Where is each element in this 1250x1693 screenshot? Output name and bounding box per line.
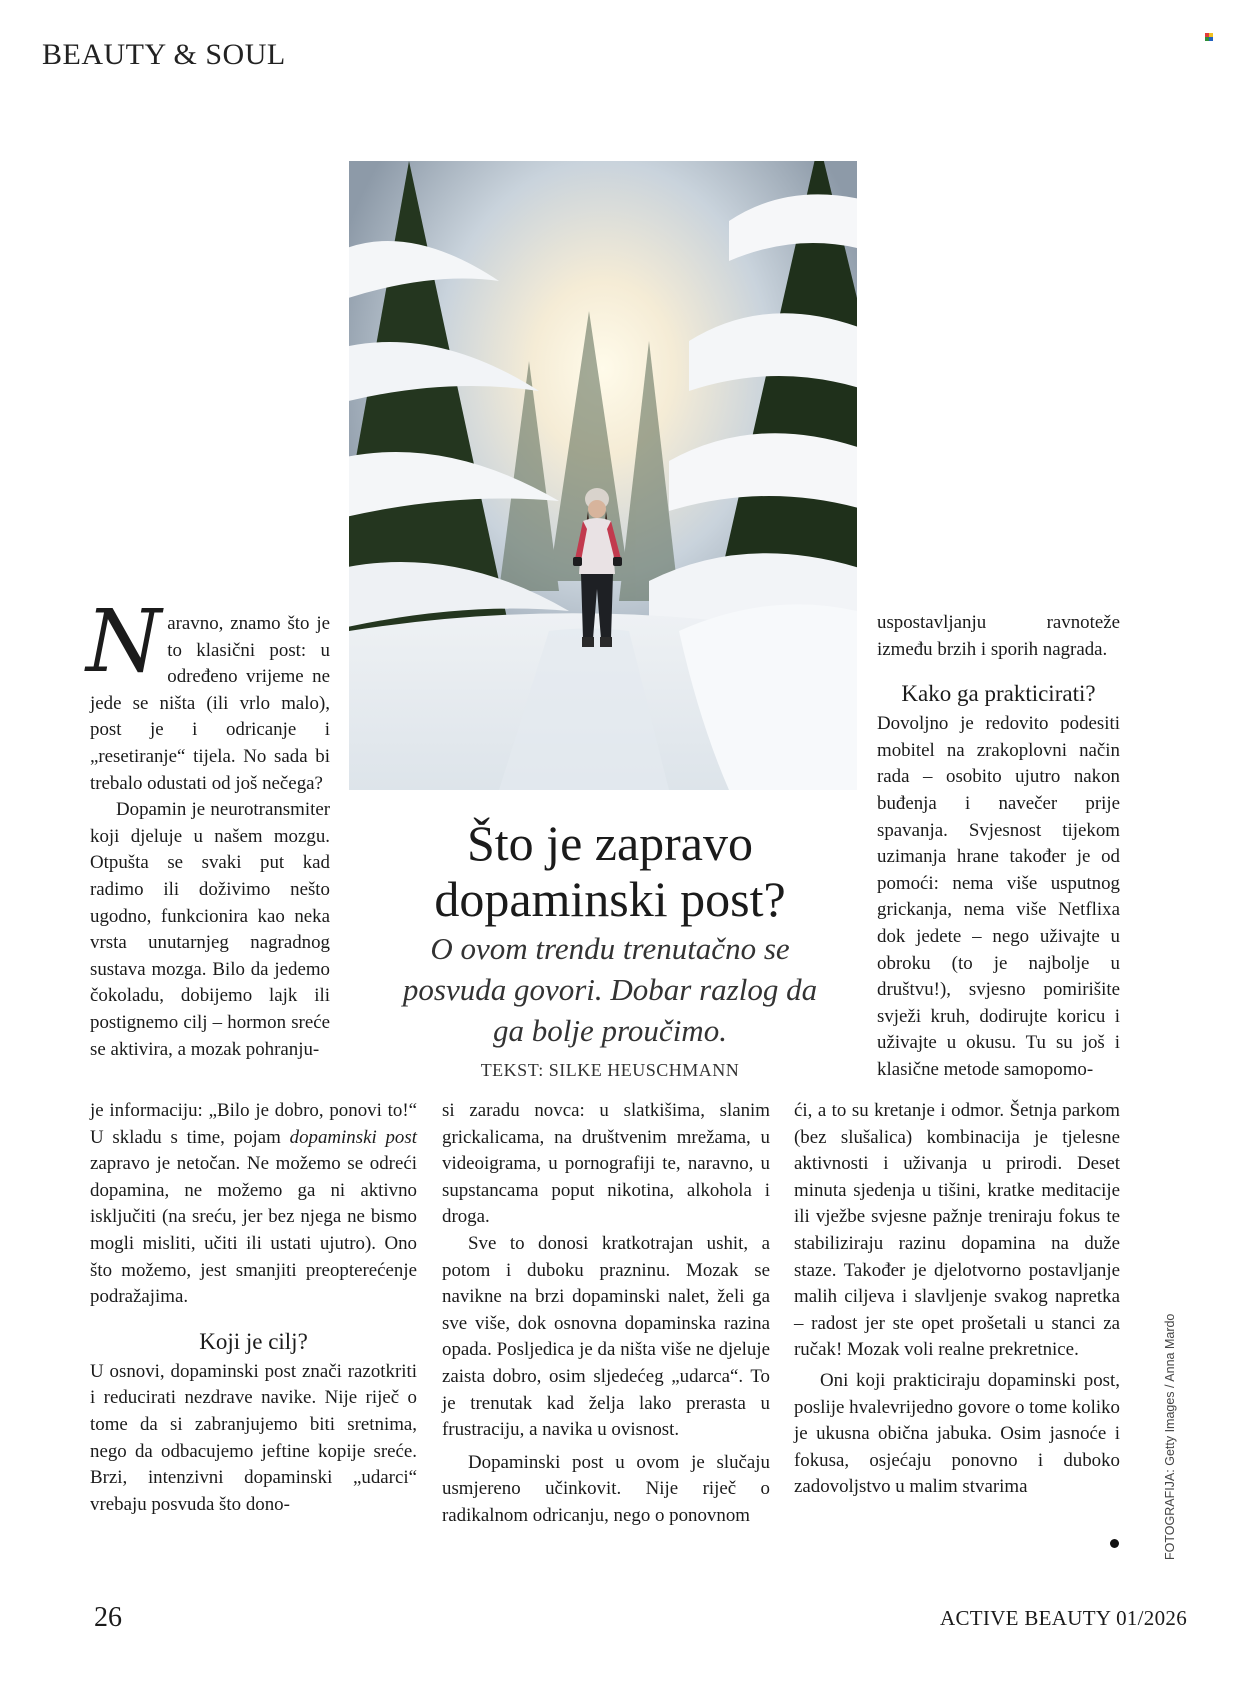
- corner-color-mark: [1205, 33, 1213, 41]
- drop-cap: N: [86, 592, 162, 692]
- body-paragraph: Dovoljno je redovito podesiti mobitel na zrakoplovni način rada – osobito ujutro nakon buđenja i navečer prije spavanja. Svjesnost tijekom uzimanja hrane također je od pomoći: nema više usputnog grickanja, nema više Netflixa dok jedete – nego uživajte u obroku (to je najbolje u društvu!), svjesno pomirišite svježi kruh, dodirujte koricu i uživajte u okusu. Tu su još i klasične metode samopomo-: [877, 713, 1120, 1080]
- column-3-lower: [794, 1098, 1120, 1501]
- intro-text: aravno, znamo što je to klasični post: u određeno vrijeme ne jede se ništa (ili vrlo malo), post je i odricanje i „resetiranje“ tijela. No sada bi trebalo odustati od još nečega?: [90, 613, 330, 794]
- end-of-article-dot: [1110, 1539, 1119, 1548]
- photo-credit: FOTOGRAFIJA: Getty Images / Anna Mardo: [1163, 1313, 1177, 1560]
- issue-label: ACTIVE BEAUTY 01/2026: [940, 1606, 1187, 1630]
- body-text: zapravo je netočan. Ne možemo se odreći dopamina, ne možemo ga ni aktivno isključiti (na sreću, jer bez njega ne bismo mogli misliti, učiti ili ustati ujutro). Ono što možemo, jest smanjiti preopterećenje podražajima.: [90, 1153, 417, 1308]
- body-paragraph: Dopaminski post u ovom je slučaju usmjereno učinkovit. Nije riječ o radikalnom odricanju, nego o ponovnom: [442, 1451, 770, 1526]
- body-paragraph: U osnovi, dopaminski post znači razotkriti i reducirati nezdrave navike. Nije riječ o tome da si zabranjujemo biti sretnima, nego da odbacujemo jeftine kopije sreće. Brzi, intenzivni dopaminski „udarci“ vrebaju posvuda što dono-: [90, 1360, 417, 1515]
- body-paragraph: Sve to donosi kratkotrajan ushit, a potom i duboku prazninu. Mozak se navikne na brzi dopaminski nalet, želi ga sve više, dok osnovna dopaminska razina opada. Posljedica je da ništa više ne djeluje zaista dobro, osim sljedećeg „udarca“. To je trenutak kad želja lako prerasta u frustraciju, a navika u ovisnost.: [442, 1232, 770, 1441]
- body-text: je informaciju: „Bilo je dobro, ponovi to!“ U skladu s time, pojam: [90, 1100, 417, 1148]
- hero-photo: [349, 161, 857, 790]
- column-1-lower: [90, 1098, 417, 1518]
- subheading: Koji je cilj?: [199, 1328, 308, 1354]
- byline: TEKST: SILKE HEUSCHMANN: [480, 1060, 740, 1080]
- snowy-forest-illustration: [349, 161, 857, 790]
- title-line: dopaminski post?: [434, 871, 786, 927]
- subheading: Kako ga prakticirati?: [901, 681, 1096, 707]
- body-paragraph: Dopamin je neurotransmiter koji djeluje u našem mozgu. Otpušta se svaki put kad radimo ili doživimo nešto ugodno, funkcionira kao neka vrsta unutarnjeg nagradnog sustava mozga. Bilo da jedemo čokoladu, dobijemo lajk ili postignemo cilj – hormon sreće se aktivira, a mozak pohranju-: [90, 799, 330, 1060]
- column-3-upper: [877, 610, 1120, 1084]
- body-paragraph: si zaradu novca: u slatkišima, slanim grickalicama, na društvenim mrežama, u videoigrama, u pornografiji te, naravno, u supstancama poput nikotina, alkohola i droga.: [442, 1100, 770, 1228]
- intro-paragraph: [86, 592, 330, 797]
- body-paragraph: [90, 1098, 417, 1311]
- page-number: 26: [94, 1602, 122, 1633]
- emphasis-text: dopaminski post: [289, 1126, 417, 1148]
- body-paragraph: ći, a to su kretanje i odmor. Šetnja parkom (bez slušalica) kombinacija je tjelesne aktivnosti i uživanja u prirodi. Deset minuta sjedenja u tišini, kratke meditacije ili vježbe svjesne pažnje treniraju fokus te stabiliziraju razinu dopamina na duže staze. Također je djelotvorno postavljanje malih ciljeva i slavljenje svakog napretka – radost jer ste opet prošetali u stanci za ručak! Mozak voli realne prekretnice.: [794, 1100, 1120, 1361]
- column-2: [442, 1098, 770, 1530]
- body-paragraph: uspostavljanju ravnoteže između brzih i sporih nagrada.: [877, 612, 1120, 660]
- article-title: [385, 815, 835, 927]
- body-paragraph: Oni koji prakticiraju dopaminski post, poslije hvalevrijedno govore o tome koliko je ukusna obična jabuka. Osim jasnoće i fokusa, osjećaju ponovno i duboko zadovoljstvo u malim stvarima: [794, 1369, 1120, 1498]
- column-1-upper: [86, 592, 330, 1063]
- section-label: BEAUTY & SOUL: [42, 38, 286, 71]
- title-line: Što je zapravo: [466, 815, 753, 871]
- article-deck: O ovom trendu trenutačno se posvuda govori. Dobar razlog da ga bolje proučimo.: [402, 931, 818, 1048]
